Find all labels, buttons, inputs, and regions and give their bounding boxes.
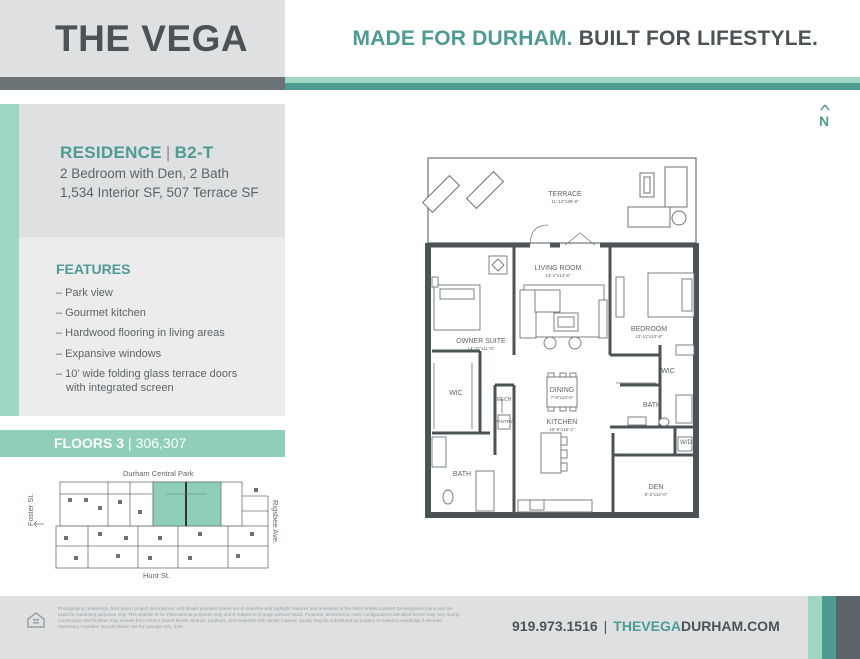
feature-item-continued: with integrated screen bbox=[66, 382, 174, 394]
logo: THE VEGA bbox=[55, 18, 249, 59]
room-living-dim: 13'-2"x14'-6" bbox=[545, 273, 571, 278]
contact-separator: | bbox=[603, 618, 608, 634]
room-wd: W/D bbox=[680, 440, 692, 446]
residence-title bbox=[60, 143, 214, 163]
floors-separator: | bbox=[128, 435, 132, 451]
residence-unit: B2-T bbox=[174, 143, 214, 162]
room-dining-dim: 7'-0"x14'-6" bbox=[550, 395, 574, 400]
feature-item: – Hardwood flooring in living areas bbox=[56, 327, 225, 339]
header-stripe-teal bbox=[285, 83, 860, 90]
room-pantry: PANTRY bbox=[495, 419, 513, 424]
owner-suite-furniture bbox=[432, 256, 507, 330]
residence-label: RESIDENCE bbox=[60, 143, 162, 162]
compass-north-label: N bbox=[819, 113, 830, 129]
room-terrace-dim: 11'-10"x39'-8" bbox=[551, 199, 579, 204]
room-living: LIVING ROOM bbox=[534, 265, 582, 272]
header-stripe-dark bbox=[0, 77, 285, 90]
site-label-east: Rigsbee Ave. bbox=[271, 500, 280, 545]
room-wic: WIC bbox=[449, 390, 463, 397]
footer-stripe-dark bbox=[836, 596, 860, 659]
footer-stripe-mint bbox=[808, 596, 822, 659]
contact-info bbox=[512, 618, 780, 634]
site-label-north: Durham Central Park bbox=[123, 469, 194, 478]
room-wic-2: WIC bbox=[661, 368, 675, 375]
site-label-south: Hunt St. bbox=[143, 571, 171, 580]
room-den: DEN bbox=[648, 484, 664, 491]
website-rest: DURHAM.COM bbox=[680, 618, 780, 634]
equal-housing-icon bbox=[26, 612, 46, 628]
feature-item: – 10’ wide folding glass terrace doors bbox=[56, 368, 238, 380]
bedroom-furniture bbox=[616, 273, 694, 355]
room-bath: BATH bbox=[452, 471, 472, 478]
site-map-drawing bbox=[28, 466, 288, 584]
room-terrace: TERRACE bbox=[548, 191, 582, 198]
site-label-west: Foster St. bbox=[26, 493, 35, 526]
floors-label: FLOORS 3 bbox=[54, 435, 125, 451]
feature-item: – Expansive windows bbox=[56, 348, 162, 360]
living-furniture bbox=[520, 285, 607, 349]
floor-plan bbox=[420, 155, 710, 523]
site-map bbox=[28, 466, 288, 584]
disclaimer-text: Photography, renderings, floor plans, project descriptions, and details provided herein are to describe and highlight features and amenities of the Ninth Works Lambert Development plans and are used for marketing purposes only. This website is for informational purposes only and is subject to change without notice. Features, dimensions, room configurations identified herein may vary during construction and finishes may deviate from what is stated herein. Brands, products, and materials with similar superior quality may be substituted by product or material availability if deemed necessary. Furniture layouts shown are for concept only. 5/20 bbox=[58, 606, 460, 630]
room-bedroom-dim: 13'-11"x12'-8" bbox=[635, 334, 663, 339]
room-den-dim: 9'-2"x12'-0" bbox=[644, 492, 668, 497]
arrow-left-icon bbox=[34, 521, 44, 527]
tagline-accent: MADE FOR DURHAM. bbox=[352, 27, 573, 50]
room-owner: OWNER SUITE bbox=[456, 338, 506, 345]
tagline bbox=[353, 27, 819, 51]
website-link[interactable] bbox=[613, 618, 779, 634]
feature-item: – Gourmet kitchen bbox=[56, 307, 146, 319]
room-bedroom: BEDROOM bbox=[630, 326, 668, 333]
room-owner-dim: 14'-11"x11'-5" bbox=[467, 346, 495, 351]
room-dining: DINING bbox=[549, 387, 575, 394]
room-bath-2: BATH bbox=[642, 402, 662, 409]
dining-kitchen-furniture bbox=[498, 373, 592, 512]
floors-text bbox=[54, 435, 186, 451]
website-accent: THEVEGA bbox=[613, 618, 681, 634]
room-kitchen-dim: 15'-8"x15'-2" bbox=[549, 427, 575, 432]
residence-beds-baths: 2 Bedroom with Den, 2 Bath bbox=[60, 166, 229, 181]
phone-number[interactable]: 919.973.1516 bbox=[512, 618, 598, 634]
features-title: FEATURES bbox=[56, 261, 131, 277]
floors-numbers: 306,307 bbox=[135, 435, 187, 451]
title-separator: | bbox=[165, 143, 171, 162]
closet-shelving bbox=[434, 363, 656, 429]
tagline-rest: BUILT FOR LIFESTYLE. bbox=[578, 27, 818, 50]
feature-item: – Park view bbox=[56, 287, 113, 299]
left-accent-bar bbox=[0, 104, 19, 416]
footer-stripe-teal bbox=[822, 596, 836, 659]
residence-sizes: 1,534 Interior SF, 507 Terrace SF bbox=[60, 185, 259, 200]
room-mech: MECH bbox=[496, 397, 512, 403]
room-kitchen: KITCHEN bbox=[546, 419, 578, 426]
